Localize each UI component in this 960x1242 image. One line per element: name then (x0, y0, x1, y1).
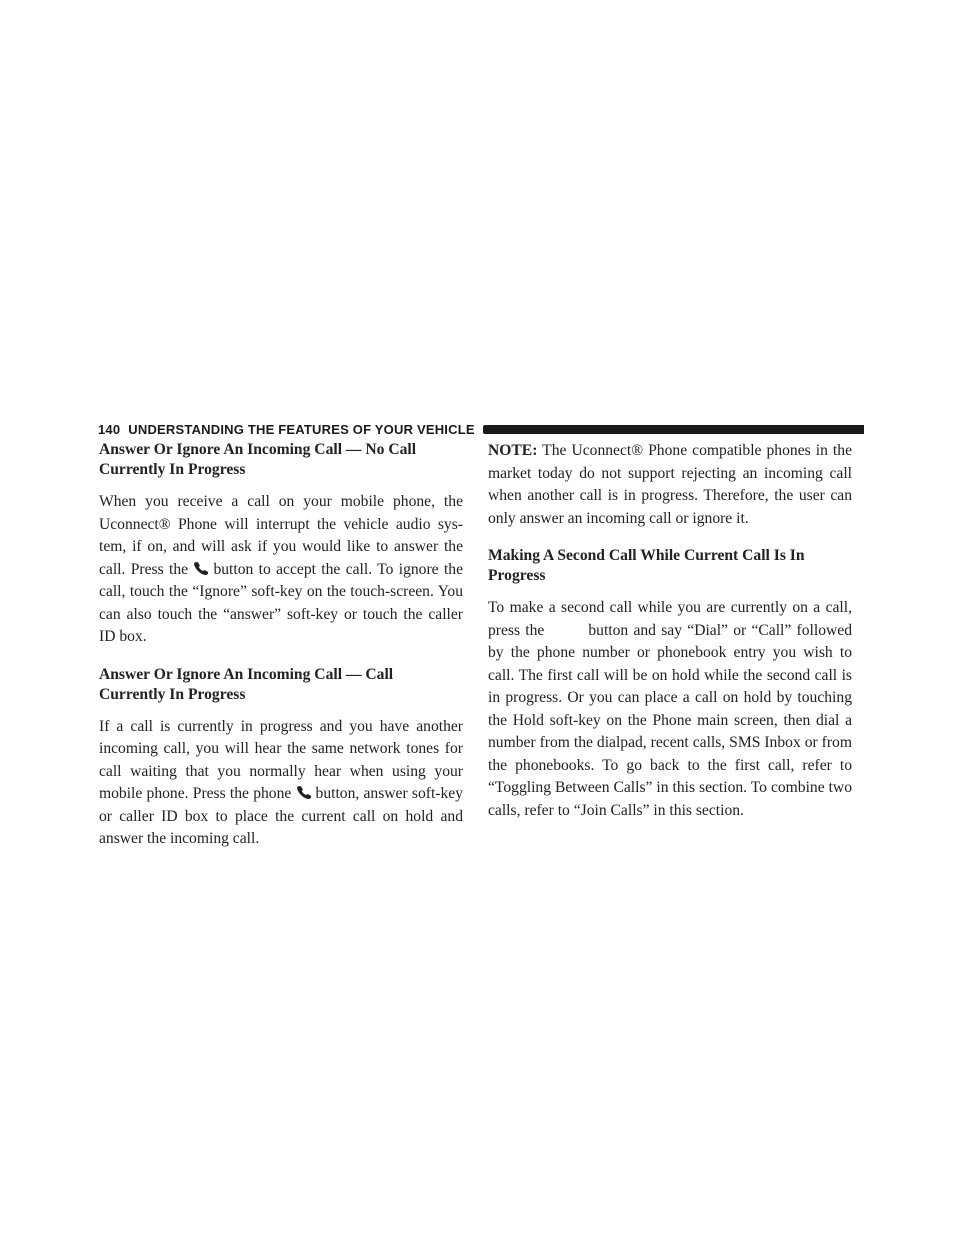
paragraph-text: To make a second call while you are currently on a call, press the (488, 599, 852, 639)
paragraph-text: button, answer soft-key or caller ID box to place the current call on hold and answer the incoming call. (99, 785, 463, 847)
phone-icon (296, 785, 314, 799)
paragraph-call-in-progress (99, 716, 463, 851)
paragraph-text: When you receive a call on your mobile phone, the Uconnect® Phone will interrupt the vehicle audio sys-tem, if on, and will ask if you would like to answer the call. Press the (99, 493, 463, 578)
note-paragraph (488, 440, 852, 530)
heading-no-call-in-progress: Answer Or Ignore An Incoming Call — No Call Currently In Progress (99, 441, 417, 478)
phone-icon (193, 561, 211, 575)
page-number: 140 (98, 421, 121, 437)
note-label: NOTE: (488, 442, 538, 459)
paragraph-second-call (488, 597, 852, 822)
section-title: UNDERSTANDING THE FEATURES OF YOUR VEHICLE (128, 421, 475, 437)
header-rule (483, 425, 864, 434)
heading-second-call: Making A Second Call While Current Call Is In Progress (488, 547, 805, 584)
note-text: The Uconnect® Phone compatible phones in the market today do not support rejecting an incoming call when another call is in progress. Therefore, the user can only answer an incoming call or ignore it. (488, 442, 852, 527)
paragraph-no-call-in-progress (99, 491, 463, 649)
header-text (98, 422, 475, 437)
right-column (488, 440, 852, 838)
left-column (99, 440, 463, 867)
paragraph-text: button to accept the call. To ignore the call, touch the “Ignore” soft-key on the touch-screen. You can also touch the “answer” soft-key or touch the caller ID box. (99, 560, 463, 645)
heading-call-in-progress: Answer Or Ignore An Incoming Call — Call Currently In Progress (99, 665, 394, 703)
paragraph-text: button and say “Dial” or “Call” followed by the phone number or phonebook entry you wish to call. The first call will be on hold while the second call is in progress. Or you can place a call on hold by touching the Hold soft-key on the Phone main screen, then dial a number from the dialpad, recent calls, SMS Inbox or from the phonebooks. To go back to the first call, refer to “Toggling Between Calls” in this section. To combine two calls, refer to “Join Calls” in this section. (488, 621, 852, 819)
paragraph-text: If a call is currently in progress and you have another incoming call, you will hear the same network tones for call waiting that you normally hear when using your mobile phone. Press the phone (99, 717, 463, 802)
page-header (98, 418, 864, 440)
